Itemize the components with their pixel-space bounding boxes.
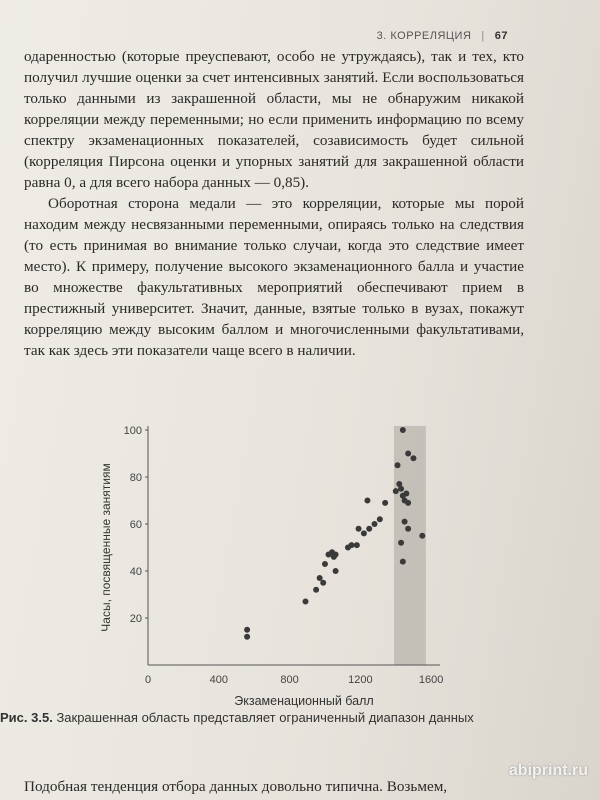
data-point [366, 526, 372, 532]
data-point [377, 516, 383, 522]
data-point [322, 561, 328, 567]
y-tick-label: 20 [129, 613, 142, 625]
data-point [244, 627, 250, 633]
header-separator: | [481, 30, 485, 42]
data-point [356, 526, 362, 532]
x-tick-label: 400 [209, 674, 228, 686]
x-tick-label: 800 [280, 674, 299, 686]
data-point [303, 599, 309, 605]
chapter-title: 3. КОРРЕЛЯЦИЯ [376, 30, 472, 42]
data-point [354, 542, 360, 548]
body-text [24, 46, 524, 361]
figure-caption [0, 710, 600, 725]
y-tick-label: 100 [123, 425, 142, 437]
watermark-logo [509, 762, 588, 780]
data-point [400, 559, 406, 565]
data-point [372, 521, 378, 527]
data-point [395, 462, 401, 468]
y-tick-label: 40 [129, 566, 142, 578]
data-point [405, 451, 411, 457]
y-axis-label: Часы, посвященные занятиям [99, 463, 113, 632]
data-point [364, 498, 370, 504]
data-point [313, 587, 319, 593]
data-point [402, 519, 408, 525]
figure-caption-text: Закрашенная область представляет ограниченный диапазон данных [56, 710, 474, 725]
data-point [410, 455, 416, 461]
y-tick-label: 60 [129, 519, 142, 531]
figure-label: Рис. 3.5. [0, 710, 53, 725]
paragraph-2: Оборотная сторона медали — это корреляции, которые мы порой находим между несвязанными переменными, опираясь только на следствия (то есть принимая во внимание только случаи, когда это следствие имеет место). К примеру, получение высокого экзаменационного балла и участие во множестве факультативных мероприятий обеспечивают прием в престижный университет. Значит, данные, взятые только в вузах, покажут корреляцию между высоким баллом и многочисленными факультативами, так как здесь эти показатели чаще всего в наличии. [24, 195, 524, 359]
data-point [405, 500, 411, 506]
y-tick-label: 80 [129, 472, 142, 484]
data-point [398, 540, 404, 546]
data-point [398, 486, 404, 492]
data-point [333, 568, 339, 574]
data-point [244, 634, 250, 640]
data-point [333, 552, 339, 558]
data-point [400, 427, 406, 433]
data-point [405, 526, 411, 532]
shaded-region [394, 426, 426, 665]
scatter-figure [0, 416, 600, 736]
data-point [419, 533, 425, 539]
paragraph-1: одаренностью (которые преуспевают, особо не утруждаясь), так и тех, кто получил лучшие оценки за счет интенсивных занятий. Если воспользоваться только данными из закрашенной области, мы не обнаружим никакой корреляции между переменными; но если применить информацию по всему спектру экзаменационных показателей, созависимость будет сильной (корреляция Пирсона оценки и упорных занятий для закрашенной области равна 0, а для всего набора данных — 0,85). [24, 48, 524, 191]
x-tick-label: 0 [144, 674, 152, 686]
data-point [393, 488, 399, 494]
page-number: 67 [494, 30, 508, 42]
running-header [377, 30, 508, 42]
x-tick-label: 1600 [418, 674, 444, 686]
scatter-chart [0, 416, 600, 716]
data-point [349, 542, 355, 548]
data-point [361, 530, 367, 536]
bottom-paragraph: Подобная тенденция отбора данных довольно типична. Возьмем, [24, 778, 448, 795]
x-axis-label: Экзаменационный балл [234, 694, 374, 708]
watermark-text: abiprint.ru [508, 762, 588, 779]
x-tick-label: 1200 [348, 674, 373, 686]
data-point [382, 500, 388, 506]
data-point [320, 580, 326, 586]
data-point [403, 490, 409, 496]
